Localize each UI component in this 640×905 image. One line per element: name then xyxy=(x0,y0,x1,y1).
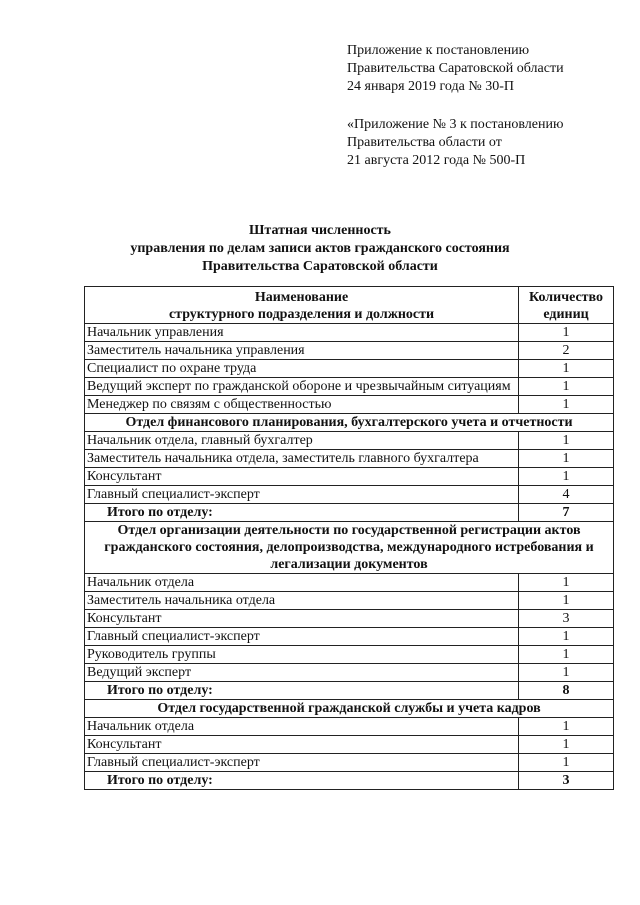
table-row xyxy=(85,664,614,682)
table-row xyxy=(85,628,614,646)
position-count: 1 xyxy=(519,574,614,592)
table-row xyxy=(85,450,614,468)
table-row xyxy=(85,592,614,610)
department-name: Отдел государственной гражданской службы и учета кадров xyxy=(85,700,614,718)
position-count: 1 xyxy=(519,432,614,450)
title-line: Правительства Саратовской области xyxy=(202,259,438,274)
department-row xyxy=(85,700,614,718)
total-label: Итого по отделу: xyxy=(85,682,519,700)
position-count: 1 xyxy=(519,324,614,342)
column-header-name: Наименование структурного подразделения и должности xyxy=(85,287,519,324)
department-row xyxy=(85,522,614,574)
appendix-line: 24 января 2019 года № 30-П xyxy=(347,79,514,94)
position-name: Начальник управления xyxy=(85,324,519,342)
position-name: Консультант xyxy=(85,610,519,628)
position-count: 1 xyxy=(519,718,614,736)
position-name: Заместитель начальника управления xyxy=(85,342,519,360)
position-name: Консультант xyxy=(85,468,519,486)
table-body xyxy=(85,324,614,790)
position-name: Главный специалист-эксперт xyxy=(85,628,519,646)
table-row xyxy=(85,574,614,592)
position-count: 1 xyxy=(519,628,614,646)
appendix-line: Приложение к постановлению xyxy=(347,43,530,58)
title-line: Штатная численность xyxy=(249,223,391,238)
position-name: Начальник отдела xyxy=(85,718,519,736)
position-name: Заместитель начальника отдела xyxy=(85,592,519,610)
table-row xyxy=(85,486,614,504)
position-count: 1 xyxy=(519,736,614,754)
position-name: Ведущий эксперт по гражданской обороне и чрезвычайным ситуациям xyxy=(85,378,519,396)
total-count: 8 xyxy=(519,682,614,700)
position-name: Менеджер по связям с общественностью xyxy=(85,396,519,414)
table-row xyxy=(85,342,614,360)
appendix-line: «Приложение № 3 к постановлению xyxy=(347,117,564,132)
position-name: Главный специалист-эксперт xyxy=(85,486,519,504)
position-name: Ведущий эксперт xyxy=(85,664,519,682)
table-row xyxy=(85,432,614,450)
position-name: Главный специалист-эксперт xyxy=(85,754,519,772)
table-row xyxy=(85,646,614,664)
table-row xyxy=(85,324,614,342)
column-header-count: Количество единиц xyxy=(519,287,614,324)
table-row xyxy=(85,754,614,772)
appendix-line: Правительства Саратовской области xyxy=(347,61,564,76)
position-name: Начальник отдела, главный бухгалтер xyxy=(85,432,519,450)
document-title xyxy=(0,222,640,276)
total-row xyxy=(85,682,614,700)
total-count: 7 xyxy=(519,504,614,522)
table-row xyxy=(85,468,614,486)
position-count: 1 xyxy=(519,664,614,682)
position-count: 3 xyxy=(519,610,614,628)
position-count: 1 xyxy=(519,450,614,468)
position-name: Заместитель начальника отдела, заместитель главного бухгалтера xyxy=(85,450,519,468)
position-count: 4 xyxy=(519,486,614,504)
position-count: 2 xyxy=(519,342,614,360)
position-count: 1 xyxy=(519,646,614,664)
appendix-line: Правительства области от xyxy=(347,135,502,150)
position-count: 1 xyxy=(519,754,614,772)
position-count: 1 xyxy=(519,592,614,610)
table-row xyxy=(85,610,614,628)
total-count: 3 xyxy=(519,772,614,790)
table-row xyxy=(85,396,614,414)
department-name: Отдел организации деятельности по государственной регистрации актов гражданского состояния, делопроизводства, международного истребования и легализации документов xyxy=(85,522,614,574)
appendix-header xyxy=(347,42,564,170)
total-row xyxy=(85,504,614,522)
table-header-row xyxy=(85,287,614,324)
position-name: Руководитель группы xyxy=(85,646,519,664)
table-row xyxy=(85,360,614,378)
position-count: 1 xyxy=(519,396,614,414)
staff-table xyxy=(84,286,614,790)
total-label: Итого по отделу: xyxy=(85,504,519,522)
position-count: 1 xyxy=(519,468,614,486)
position-name: Начальник отдела xyxy=(85,574,519,592)
position-count: 1 xyxy=(519,378,614,396)
total-row xyxy=(85,772,614,790)
title-line: управления по делам записи актов гражданского состояния xyxy=(130,241,510,256)
position-name: Консультант xyxy=(85,736,519,754)
table-row xyxy=(85,736,614,754)
position-name: Специалист по охране труда xyxy=(85,360,519,378)
table-row xyxy=(85,378,614,396)
table-row xyxy=(85,718,614,736)
total-label: Итого по отделу: xyxy=(85,772,519,790)
department-row xyxy=(85,414,614,432)
appendix-line: 21 августа 2012 года № 500-П xyxy=(347,153,526,168)
department-name: Отдел финансового планирования, бухгалтерского учета и отчетности xyxy=(85,414,614,432)
position-count: 1 xyxy=(519,360,614,378)
